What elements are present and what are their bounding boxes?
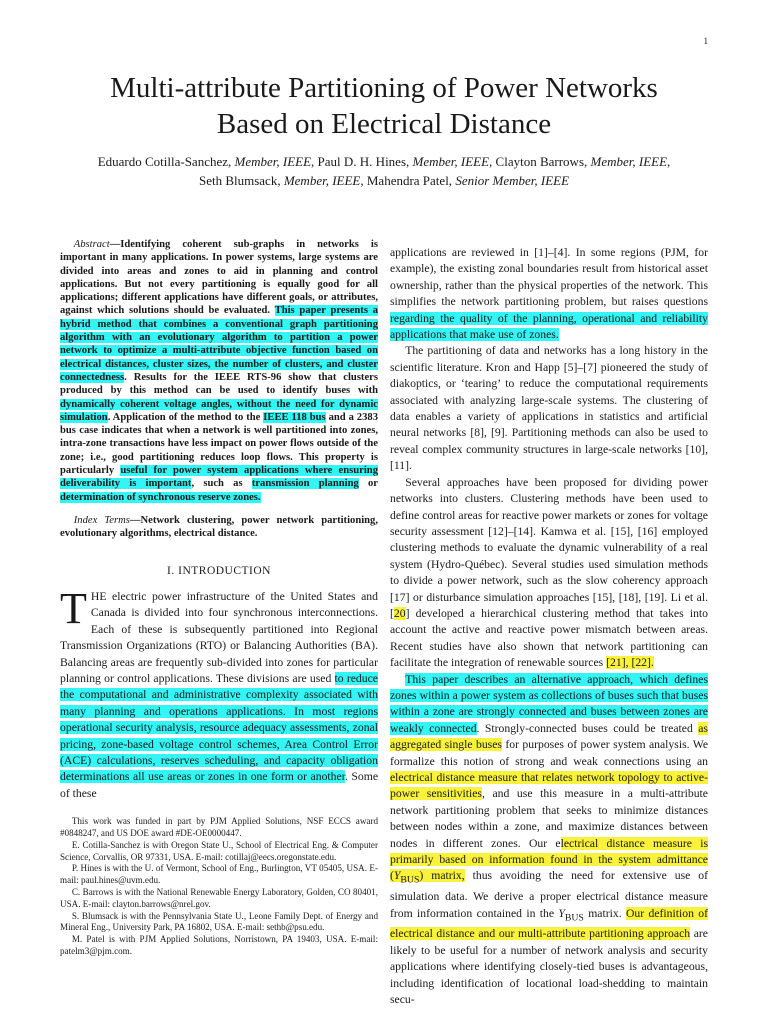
footnotes [60,816,378,958]
footnote-affiliation: C. Barrows is with the National Renewable Energy Laboratory, Golden, CO 80401, USA. E-mail: clayton.barrows@nrel.gov. [60,887,378,909]
author-1: Eduardo Cotilla-Sanchez, Member, IEEE, [97,154,318,169]
highlight: 20 [393,606,406,620]
body-paragraph: This paper describes an alternative approach, which defines zones within a power system as collections of buses such that buses within a zone are strongly connected and buses between zones are weakly connected. Strongly-connected buses could be treated as aggregated single buses for purposes of power system analysis. We formalize this notion of strong and weak connections using an electrical distance measure that relates network topology to active-power sensitivities, and use this measure in a multi-attribute network partitioning problem that seeks to minimize distances between nodes within a zone, and maximize distances between nodes in different zones. Our electrical distance measure is primarily based on information found in the system admittance $(Y_{BUS})$ matrix, thus avoiding the need for extensive use of simulation data. We derive a proper electrical distance measure from information contained in the $Y_{BUS}$ matrix. Our definition of electrical distance and our multi-attribute partitioning approach are likely to be useful for a number of network analysis and security applications where identifying closely-tied buses is advantageous, including identification of locational load-shedding to maintain secu- [390,672,709,1006]
highlight: determination of synchronous reserve zones. [60,491,261,503]
highlight: lectrical distance measure is primarily based on information found in the system admittance $(Y_{BUS})$ matrix, [390,836,709,886]
author-5: Mahendra Patel, Senior Member, IEEE [366,173,570,188]
footnote-affiliation: P. Hines is with the U. of Vermont, School of Eng., Burlington, VT 05405, USA. E-mail: paul.hines@uvm.edu. [60,863,378,886]
highlight: Our definition of electrical distance and our multi-attribute partitioning approach [390,906,708,941]
author-2: Paul D. H. Hines, Member, IEEE, [317,154,496,169]
title-line-2: Based on Electrical Distance [216,108,552,140]
page-number: 1 [703,36,708,46]
section-heading-introduction: I. INTRODUCTION [167,564,271,577]
highlight: [21], [22]. [606,656,654,670]
intro-paragraph: THE electric power infrastructure of the United States and Canada is divided into four synchronous interconnections. Each of these is subsequently partitioned into Regional Transmission Organizations (RTO) or Balancing Authorities (BA). Balancing areas are frequently sub-divided into zones for particular planning or control applications. These divisions are used to reduce the computational and administrative complexity associated with many planning and operations applications. In most regions operational security analysis, resource adequacy assessments, zonal pricing, zone-based voltage control schemes, Area Control Error (ACE) calculations, reserves scheduling, and capacity obligation determinations all use areas or zones in one form or another. Some of these [60,583,379,800]
highlight: as aggregated single buses [390,721,708,752]
highlight: IEEE 118 bus [263,411,326,423]
body-paragraph: The partitioning of data and networks has a long history in the scientific literature. Kron and Happ [5]–[7] pioneered the study of diakoptics, or ‘tearing’ to reduce the computational requirements associated with analyzing large-scale systems. The clustering of data enables a variety of applications in statistics and artificial neural networks [8], [9]. Partitioning methods can also be used to reveal complex community structures in large-scale networks [10], [11]. [390,344,708,473]
author-list [40,152,728,190]
highlight: dynamically coherent voltage angles, without the need for dynamic simulation [60,398,378,423]
footnote-affiliation: E. Cotilla-Sanchez is with Oregon State U., School of Electrical Eng. & Computer Science, Corvallis, OR 97331, USA. E-mail: cotillaj@eecs.oregonstate.edu. [60,839,378,862]
footnote-funding: This work was funded in part by PJM Applied Solutions, NSF ECCS award #0848247, and US DOE award #DE-OE0000447. [60,816,378,839]
highlight: to reduce the computational and administrative complexity associated with many planning and operations applications. In most regions operational security analysis, resource adequacy assessments, zonal pricing, zone-based voltage control schemes, Area Control Error (ACE) calculations, reserves scheduling, and capacity obligation determinations all use areas or zones in one form or another [60,671,378,784]
author-4: Seth Blumsack, Member, IEEE, [198,173,367,188]
abstract: Abstract—Identifying coherent sub-graphs in networks is important in many applications. In power systems, large systems are divided into areas and zones to aid in planning and control applications. But not every partitioning is equally good for all applications; different applications have different goals, or attributes, against which solutions should be evaluated. This paper presents a hybrid method that combines a conventional graph partitioning algorithm with an evolutionary algorithm to partition a power network to optimize a multi-attribute objective function based on electrical distances, cluster sizes, the number of clusters, and cluster connectedness. Results for the IEEE RTS-96 show that clusters produced by this method can be used to identify buses with dynamically coherent voltage angles, without the need for dynamic simulation. Application of the method to the IEEE 118 bus and a 2383 bus case indicates that when a network is well partitioned into zones, intra-zone transactions have less impact on power flows outside of the zone; i.e., good partitioning reduces loop flows. This property is particularly useful for power system applications where ensuring deliverability is important, such as transmission planning or determination of synchronous reserve zones. [60,239,379,503]
highlight: This paper presents a hybrid method that combines a conventional graph partitioning algorithm with an evolutionary algorithm to partition a power network to optimize a multi-attribute objective function based on electrical distances, cluster sizes, the number of clusters, and cluster connectedness [60,305,378,383]
highlight: useful for power system applications where ensuring deliverability is important [60,465,378,490]
footnote-affiliation: M. Patel is with PJM Applied Solutions, Norristown, PA 19403, USA. E-mail: patelm3@pjm.com. [60,934,378,956]
highlight: regarding the quality of the planning, operational and reliability applications that make use of zones. [390,311,708,342]
highlight: This paper describes an alternative approach, which defines zones within a power system as collections of buses such that buses within a zone are strongly connected and buses between zones are weakly connected [390,672,708,735]
right-column [390,245,708,1008]
drop-cap: T [60,583,87,633]
highlight: electrical distance measure that relates network topology to active-power sensitivities [390,771,708,801]
index-terms: Index Terms—Network clustering, power network partitioning, evolutionary algorithms, electrical distance. [60,514,378,540]
paper-title [40,70,728,142]
body-paragraph: applications are reviewed in [1]–[4]. In some regions (PJM, for example), the existing zonal boundaries result from historical asset ownership, rather than the physical properties of the network. This simplifies the network partitioning problem, but raises questions regarding the quality of the planning, operational and reliability applications that make use of zones. [390,246,708,342]
left-column [60,238,378,958]
author-3: Clayton Barrows, Member, IEEE, [495,154,671,169]
body-paragraph: Several approaches have been proposed for dividing power networks into clusters. Clustering methods have been used to define control areas for reactive power markets or zones for voltage security assessment [12]–[14]. Kamwa et al. [15], [16] employed clustering methods to evaluate the dynamic vulnerability of a real system (Hydro-Québec). Several studies used simulation methods to divide a power network, such as the slow coherency approach [17] or disturbance simulation approaches [15], [18], [19]. Li et al. [20] developed a hierarchical clustering method that takes into account the active and reactive power mismatch between areas. Recent studies have also shown that network partitioning can facilitate the integration of renewable sources [21], [22]. [390,475,708,670]
highlight: transmission planning [251,478,359,490]
title-line-1: Multi-attribute Partitioning of Power Networks [110,72,658,104]
footnote-affiliation: S. Blumsack is with the Pennsylvania State U., Leone Family Dept. of Energy and Mineral Eng., University Park, PA 16802, USA. E-mail: sethb@psu.edu. [60,910,378,933]
